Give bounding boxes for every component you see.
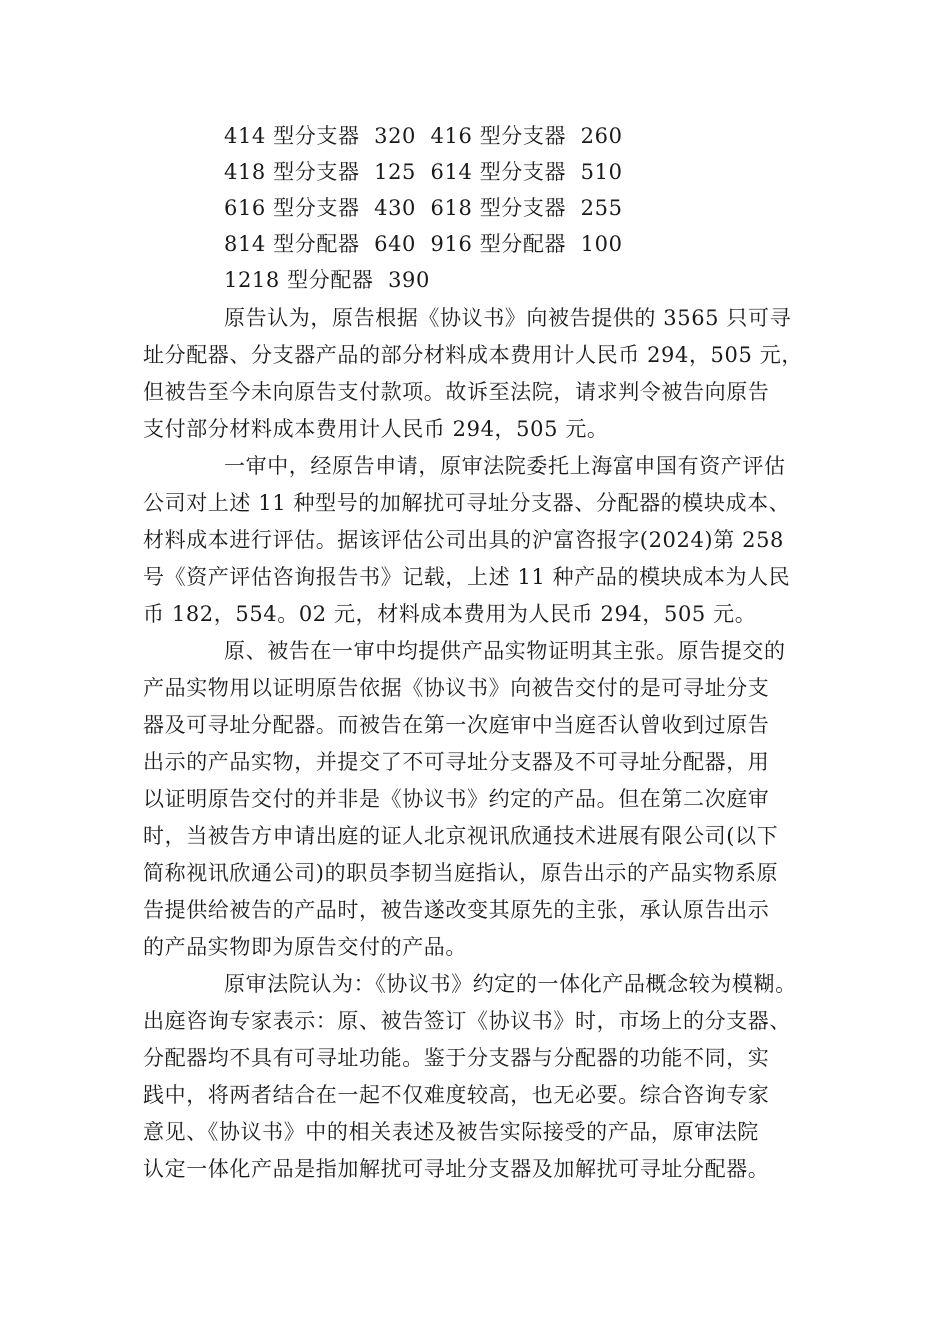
price-row-5: 1218 型分配器 390	[224, 268, 430, 292]
paragraph-4-line-2: 出庭咨询专家表示：原、被告签订《协议书》时，市场上的分支器、	[143, 1009, 791, 1033]
paragraph-4-line-6: 认定一体化产品是指加解扰可寻址分支器及加解扰可寻址分配器。	[143, 1157, 770, 1181]
price-row-1: 414 型分支器 320 416 型分支器 260	[224, 124, 623, 148]
paragraph-3-line-4: 出示的产品实物，并提交了不可寻址分支器及不可寻址分配器，用	[143, 750, 770, 774]
paragraph-2-line-5: 币 182，554。02 元，材料成本费用为人民币 294，505 元。	[143, 602, 757, 626]
paragraph-3-line-2: 产品实物用以证明原告依据《协议书》向被告交付的是可寻址分支	[143, 676, 770, 700]
paragraph-2-line-3: 材料成本进行评估。据该评估公司出具的沪富咨报字(2024)第 258	[143, 528, 784, 552]
paragraph-3-line-6: 时，当被告方申请出庭的证人北京视讯欣通技术进展有限公司(以下	[143, 824, 779, 848]
price-row-3: 616 型分支器 430 618 型分支器 255	[224, 196, 623, 220]
paragraph-3-line-8: 告提供给被告的产品时，被告遂改变其原先的主张，承认原告出示	[143, 898, 770, 922]
paragraph-2-line-2: 公司对上述 11 种型号的加解扰可寻址分支器、分配器的模块成本、	[143, 491, 791, 515]
paragraph-1-line-2: 址分配器、分支器产品的部分材料成本费用计人民币 294，505 元，	[143, 343, 803, 367]
paragraph-2-line-1: 一审中，经原告申请，原审法院委托上海富申国有资产评估	[224, 454, 786, 478]
paragraph-4-line-3: 分配器均不具有可寻址功能。鉴于分支器与分配器的功能不同，实	[143, 1046, 770, 1070]
paragraph-2-line-4: 号《资产评估咨询报告书》记载，上述 11 种产品的模块成本为人民	[143, 565, 791, 589]
paragraph-3-line-9: 的产品实物即为原告交付的产品。	[143, 935, 467, 959]
paragraph-4-line-1: 原审法院认为：《协议书》约定的一体化产品概念较为模糊。	[224, 972, 797, 996]
paragraph-1-line-4: 支付部分材料成本费用计人民币 294，505 元。	[143, 417, 609, 441]
paragraph-3-line-5: 以证明原告交付的并非是《协议书》约定的产品。但在第二次庭审	[143, 787, 770, 811]
price-row-4: 814 型分配器 640 916 型分配器 100	[224, 232, 623, 256]
paragraph-3-line-1: 原、被告在一审中均提供产品实物证明其主张。原告提交的	[224, 639, 786, 663]
price-row-2: 418 型分支器 125 614 型分支器 510	[224, 160, 623, 184]
paragraph-3-line-7: 简称视讯欣通公司)的职员李韧当庭指认，原告出示的产品实物系原	[143, 861, 779, 885]
paragraph-4-line-4: 践中，将两者结合在一起不仅难度较高，也无必要。综合咨询专家	[143, 1083, 770, 1107]
paragraph-1-line-1: 原告认为，原告根据《协议书》向被告提供的 3565 只可寻	[224, 306, 792, 330]
paragraph-3-line-3: 器及可寻址分配器。而被告在第一次庭审中当庭否认曾收到过原告	[143, 713, 770, 737]
paragraph-1-line-3: 但被告至今未向原告支付款项。故诉至法院，请求判令被告向原告	[143, 380, 770, 404]
paragraph-4-line-5: 意见、《协议书》中的相关表述及被告实际接受的产品，原审法院	[143, 1120, 759, 1144]
